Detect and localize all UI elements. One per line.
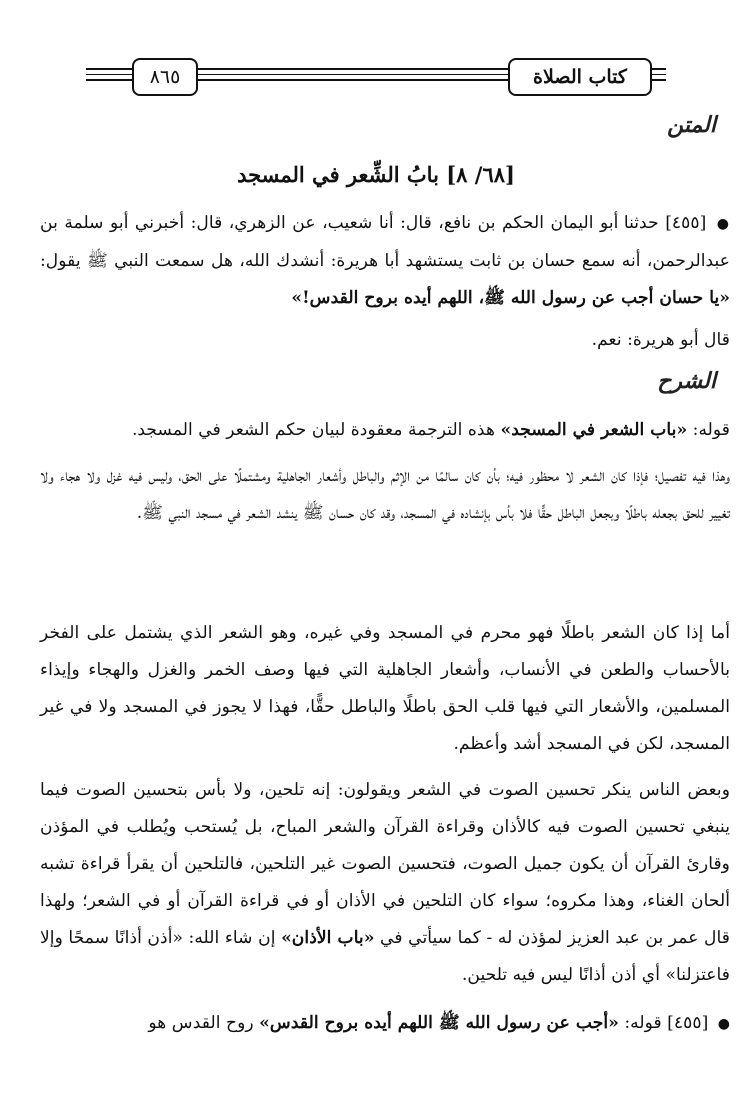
commentary-3-text: أما إذا كان الشعر باطلًا فهو محرم في المسجد وفي غيره، وهو الشعر الذي يشتمل على الفخر بالأحساب والطعن في الأنساب، وأشعار الجاهلية التي فيها وصف الخمر والغزل والهجاء وإيذاء المسلمين، والأشعار التي فيها قلب الحق باطلًا والباطل حقًّا، فهذا لا يجوز في المسجد ولا في غير المسجد، لكن في المسجد أشد وأعظم. xyxy=(40,623,730,754)
matn-label-text: المتن xyxy=(667,112,716,138)
bullet-icon: ● xyxy=(716,216,731,232)
commentary-1-prefix: قوله: xyxy=(692,420,730,440)
hadith-closing-text: قال أبو هريرة: نعم. xyxy=(591,330,730,350)
commentary-paragraph-5 xyxy=(40,1005,730,1043)
sharh-label xyxy=(657,368,716,394)
book-title: كتاب الصلاة xyxy=(508,58,652,96)
chapter-heading xyxy=(0,162,752,187)
chapter-number: [٦٨/ ٨] xyxy=(446,162,515,187)
commentary-1-quote: «باب الشعر في المسجد» xyxy=(500,420,688,440)
hadith-paragraph xyxy=(40,205,730,317)
commentary-1-text: هذه الترجمة معقودة لبيان حكم الشعر في المسجد. xyxy=(131,420,496,440)
commentary-paragraph-3 xyxy=(40,615,730,763)
commentary-5-prefix: قوله: xyxy=(624,1013,662,1033)
matn-label xyxy=(667,112,716,138)
hadith-number: [٤٥٥] xyxy=(665,213,707,233)
commentary-5-text: روح القدس هو xyxy=(148,1013,254,1033)
commentary-paragraph-4 xyxy=(40,772,730,994)
bullet-icon: ● xyxy=(717,1016,730,1032)
chapter-title: بابُ الشِّعر في المسجد xyxy=(237,162,439,187)
commentary-2-text: وهذا فيه تفصيل؛ فإذا كان الشعر لا محظور فيه؛ بأن كان سالمًا من الإثم والباطل وأشعار الجاهلية ومشتملًا على الحق، وليس فيه غزل ولا هجاء ولا تغيير للحق بجعله باطلًا وبجعل الباطل حقًّا فلا بأس بإنشاده في المسجد، وقد كان حسان ﷺ ينشد الشعر في مسجد النبي ﷺ. xyxy=(40,466,730,523)
page-number: ٨٦٥ xyxy=(132,58,198,96)
commentary-5-quote: «أجب عن رسول الله ﷺ اللهم أيده بروح القدس» xyxy=(259,1013,619,1033)
commentary-paragraph-2 xyxy=(40,458,730,532)
commentary-5-number: [٤٥٥] xyxy=(667,1013,709,1033)
commentary-4-end: إن شاء الله: «أذن أذانًا سمحًا وإلا فاعتزلنا» أي أذن أذانًا ليس فيه تلحين. xyxy=(40,928,730,985)
sharh-label-text: الشرح xyxy=(657,368,716,394)
hadith-quote: «يا حسان أجب عن رسول الله ﷺ، اللهم أيده بروح القدس!» xyxy=(291,288,730,308)
commentary-paragraph-1 xyxy=(40,412,730,449)
commentary-4-text: وبعض الناس ينكر تحسين الصوت في الشعر ويقولون: إنه تلحين، ولا بأس بتحسين الصوت فيما ينبغي تحسين الصوت فيه كالأذان وقراءة القرآن والشعر المباح، بل يُستحب ويُطلب في المؤذن وقارئ القرآن أن يكون جميل الصوت، فتحسين الصوت غير التلحين، فالتلحين أن يقرأ قراءة تشبه ألحان الغناء، وهذا مكروه؛ سواء كان التلحين في الأذان أو في قراءة القرآن أو في الشعر؛ ولهذا قال عمر بن عبد العزيز لمؤذن له - كما سيأتي في xyxy=(40,780,730,948)
hadith-closing xyxy=(40,322,730,359)
hadith-text: حدثنا أبو اليمان الحكم بن نافع، قال: أنا شعيب، عن الزهري، قال: أخبرني أبو سلمة بن عبدالرحمن، أنه سمع حسان بن ثابت يستشهد أبا هريرة: أنشدك الله، هل سمعت النبي ﷺ يقول: xyxy=(40,213,730,271)
commentary-4-quote: «باب الأذان» xyxy=(281,928,375,948)
